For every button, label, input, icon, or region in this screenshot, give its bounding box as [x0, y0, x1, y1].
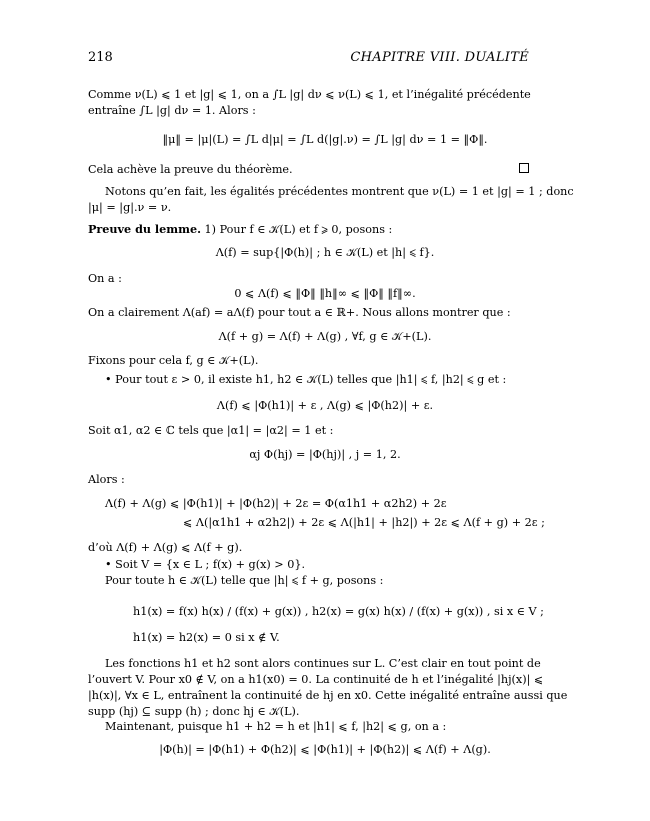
text-line: |h(x)|, ∀x ∈ L, entraînent la continuité de hj en x0. Cette inégalité entraîne aussi que — [88, 689, 568, 702]
text-line: Comme ν(L) ⩽ 1 et |g| ⩽ 1, on a ∫L |g| dν ⩽ ν(L) ⩽ 1, et l’inégalité précédente — [88, 88, 531, 101]
text-line: Soit α1, α2 ∈ ℂ tels que |α1| = |α2| = 1 et : — [88, 424, 334, 437]
chapter-title: CHAPITRE VIII. DUALITÉ — [350, 50, 529, 65]
text-line: Fixons pour cela f, g ∈ 𝒦+(L). — [88, 354, 259, 367]
text-line: l’ouvert V. Pour x0 ∉ V, on a h1(x0) = 0. La continuité de h et l’inégalité |hj(x)| ⩽ — [88, 673, 544, 686]
text-line: Alors : — [88, 473, 125, 486]
text-line: On a clairement Λ(af) = aΛ(f) pour tout a ∈ ℝ+. Nous allons montrer que : — [88, 306, 511, 319]
display-equation: 0 ⩽ Λ(f) ⩽ ‖Φ‖ ‖h‖∞ ⩽ ‖Φ‖ ‖f‖∞. — [234, 287, 416, 300]
proof-heading-line — [88, 222, 392, 237]
display-equation: ⩽ Λ(|α1h1 + α2h2|) + 2ε ⩽ Λ(|h1| + |h2|) + 2ε ⩽ Λ(f + g) + 2ε ; — [183, 516, 545, 529]
display-equation: Λ(f) + Λ(g) ⩽ |Φ(h1)| + |Φ(h2)| + 2ε = Φ(α1h1 + α2h2) + 2ε — [105, 497, 447, 510]
text-line: entraîne ∫L |g| dν = 1. Alors : — [88, 104, 256, 117]
display-equation: Λ(f) = sup{|Φ(h)| ; h ∈ 𝒦(L) et |h| ⩽ f}. — [215, 246, 435, 259]
text-line: supp (hj) ⊆ supp (h) ; donc hj ∈ 𝒦(L). — [88, 705, 300, 718]
proof-label: Preuve du lemme. — [88, 222, 201, 236]
text-line: d’où Λ(f) + Λ(g) ⩽ Λ(f + g). — [88, 541, 243, 554]
text-line: Maintenant, puisque h1 + h2 = h et |h1| ⩽ f, |h2| ⩽ g, on a : — [105, 720, 447, 733]
page-number: 218 — [88, 50, 113, 65]
text-line: 1) Pour f ∈ 𝒦(L) et f ⩾ 0, posons : — [204, 223, 393, 236]
qed-symbol — [519, 163, 529, 173]
display-equation: h1(x) = h2(x) = 0 si x ∉ V. — [133, 631, 280, 644]
display-equation: ‖μ‖ = |μ|(L) = ∫L d|μ| = ∫L d(|g|.ν) = ∫L |g| dν = 1 = ‖Φ‖. — [162, 133, 488, 146]
display-equation: |Φ(h)| = |Φ(h1) + Φ(h2)| ⩽ |Φ(h1)| + |Φ(h2)| ⩽ Λ(f) + Λ(g). — [159, 743, 491, 756]
text-line: |μ| = |g|.ν = ν. — [88, 201, 172, 214]
text-line: • Soit V = {x ∈ L ; f(x) + g(x) > 0}. — [105, 558, 306, 571]
display-equation: Λ(f + g) = Λ(f) + Λ(g) , ∀f, g ∈ 𝒦+(L). — [218, 330, 432, 343]
text-line: Notons qu’en fait, les égalités précédentes montrent que ν(L) = 1 et |g| = 1 ; donc — [105, 185, 574, 198]
display-equation: h1(x) = f(x) h(x) / (f(x) + g(x)) , h2(x) = g(x) h(x) / (f(x) + g(x)) , si x ∈ V ; — [133, 605, 544, 618]
text-line: On a : — [88, 272, 122, 285]
display-equation: Λ(f) ⩽ |Φ(h1)| + ε , Λ(g) ⩽ |Φ(h2)| + ε. — [216, 399, 434, 412]
text-line: Les fonctions h1 et h2 sont alors continues sur L. C’est clair en tout point de — [105, 657, 541, 670]
text-line: Cela achève la preuve du théorème. — [88, 163, 293, 176]
display-equation: αj Φ(hj) = |Φ(hj)| , j = 1, 2. — [249, 448, 401, 461]
text-line: Pour toute h ∈ 𝒦(L) telle que |h| ⩽ f + g, posons : — [105, 574, 384, 587]
text-line: • Pour tout ε > 0, il existe h1, h2 ∈ 𝒦(L) telles que |h1| ⩽ f, |h2| ⩽ g et : — [105, 373, 507, 386]
